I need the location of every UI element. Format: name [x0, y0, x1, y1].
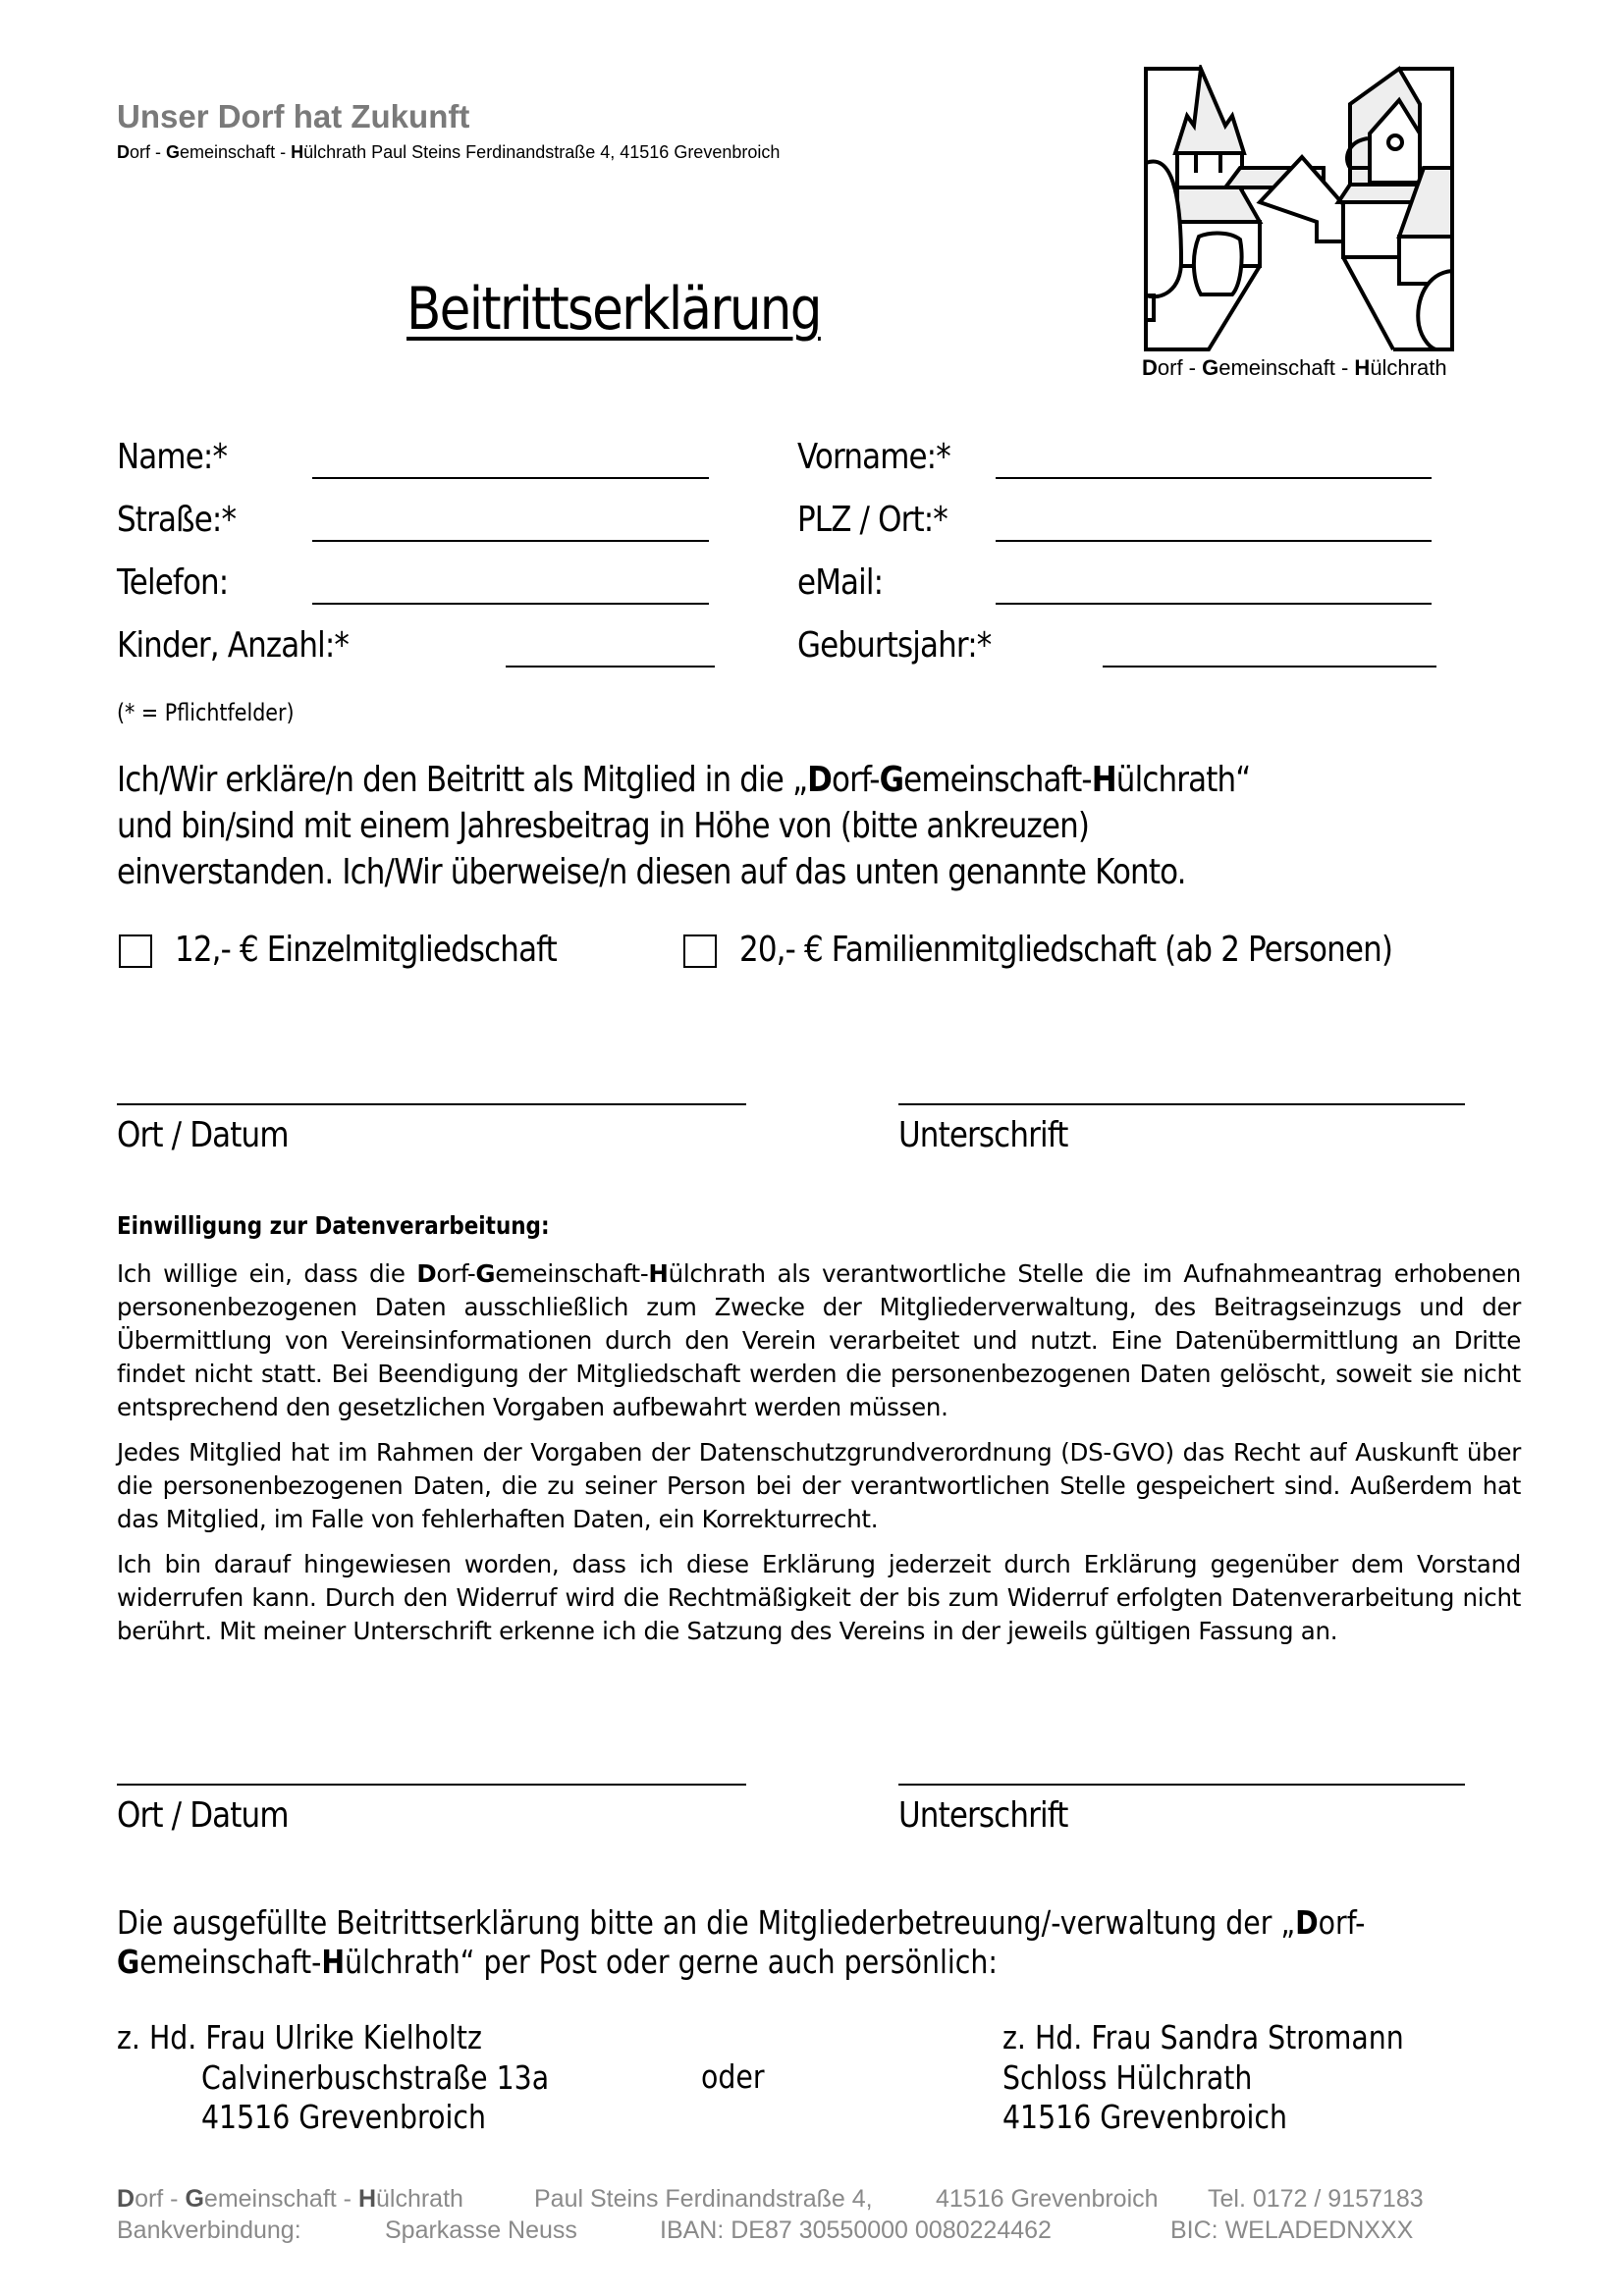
signature-line-2[interactable] — [898, 1784, 1465, 1786]
telefon-label: Telefon: — [117, 562, 229, 603]
footer-bic: BIC: WELADEDNXXX — [1170, 2216, 1414, 2244]
header-slogan: Unser Dorf hat Zukunft — [117, 98, 470, 134]
family-membership-label: 20,- € Familienmitgliedschaft (ab 2 Personen) — [739, 930, 1393, 970]
name-label: Name:* — [117, 437, 228, 477]
or-label: oder — [701, 2057, 765, 2096]
logo-caption: Dorf - Gemeinschaft - Hülchrath — [1142, 355, 1447, 380]
plz-ort-label: PLZ / Ort:* — [797, 500, 947, 540]
kinder-anzahl-field[interactable] — [506, 666, 715, 667]
consent-paragraph-3: Ich bin darauf hingewiesen worden, dass ich diese Erklärung jederzeit durch Erklärung gegenüber dem Vorstand widerrufen kann. Durch den Widerruf wird die Rechtmäßigkeit der bis zum Widerruf erfolgten Datenverarbeitung nicht berührt. Mit meiner Unterschrift erkenne ich die Satzung des Vereins in der jeweils gültigen Fassung an. — [117, 1550, 1521, 1645]
telefon-field[interactable] — [312, 603, 709, 605]
village-logo-icon — [1142, 65, 1456, 355]
consent-paragraph-1: Ich willige ein, dass die Dorf-Gemeinschaft-Hülchrath als verantwortliche Stelle die im Aufnahmeantrag erhobenen personenbezogenen Daten ausschließlich zum Zwecke der Mitgliederverwaltung, des Beitragseinzugs und der Übermittlung von Vereinsinformationen durch den Verein verarbeitet und nutzt. Eine Datenübermittlung an Dritte findet nicht statt. Bei Beendigung der Mitgliedschaft werden die personenbezogenen Daten gelöscht, soweit sie nicht entsprechend den gesetzlichen Vorgaben aufbewahrt werden müssen. — [117, 1259, 1521, 1421]
footer-phone: Tel. 0172 / 9157183 — [1208, 2185, 1424, 2213]
plz-ort-field[interactable] — [996, 540, 1432, 542]
geburtsjahr-field[interactable] — [1103, 666, 1436, 667]
required-note: (* = Pflichtfelder) — [117, 699, 295, 726]
consent-body — [117, 1257, 1521, 1648]
signature-label-1: Unterschrift — [898, 1115, 1068, 1155]
strasse-field[interactable] — [312, 540, 709, 542]
place-date-line-1[interactable] — [117, 1103, 746, 1105]
signature-label-2: Unterschrift — [898, 1795, 1068, 1836]
place-date-label-1: Ort / Datum — [117, 1115, 289, 1155]
consent-paragraph-2: Jedes Mitglied hat im Rahmen der Vorgaben der Datenschutzgrundverordnung (DS-GVO) das Recht auf Auskunft über die personenbezogenen Daten, die zu seiner Person bei der verantwortlichen Stelle gespeichert sind. Außerdem hat das Mitglied, im Falle von fehlerhaften Daten, ein Korrekturrecht. — [117, 1438, 1521, 1533]
vorname-field[interactable] — [996, 477, 1432, 479]
declaration-text: Ich/Wir erkläre/n den Beitritt als Mitglied in die „Dorf-Gemeinschaft-Hülchrath“ und bin/sind mit einem Jahresbeitrag in Höhe von (bitte ankreuzen) einverstanden. Ich/Wir überweise/n diesen auf das unten genannte Konto. — [117, 760, 1251, 892]
contact-1: z. Hd. Frau Ulrike Kielholtz Calvinerbuschstraße 13a 41516 Grevenbroich — [117, 2018, 550, 2136]
kinder-anzahl-label: Kinder, Anzahl:* — [117, 625, 350, 666]
footer-bank-label: Bankverbindung: — [117, 2216, 301, 2244]
strasse-label: Straße:* — [117, 500, 237, 540]
contact-2: z. Hd. Frau Sandra Stromann Schloss Hülchrath 41516 Grevenbroich — [1002, 2018, 1404, 2136]
page-title: Beitrittserklärung — [406, 275, 821, 344]
footer-org-line: Dorf - Gemeinschaft - Hülchrath — [117, 2185, 463, 2213]
footer-iban: IBAN: DE87 30550000 0080224462 — [660, 2216, 1052, 2244]
signature-line-1[interactable] — [898, 1103, 1465, 1105]
vorname-label: Vorname:* — [797, 437, 950, 477]
footer-bank: Sparkasse Neuss — [385, 2216, 577, 2244]
submission-text: Die ausgefüllte Beitrittserklärung bitte an die Mitgliederbetreuung/-verwaltung der „Dorf- Gemeinschaft-Hülchrath“ per Post oder gerne auch persönlich: — [117, 1903, 1366, 1981]
single-membership-checkbox[interactable] — [119, 934, 152, 968]
footer-city: 41516 Grevenbroich — [936, 2185, 1159, 2213]
footer-address: Paul Steins Ferdinandstraße 4, — [534, 2185, 873, 2213]
geburtsjahr-label: Geburtsjahr:* — [797, 625, 992, 666]
email-field[interactable] — [996, 603, 1432, 605]
single-membership-label: 12,- € Einzelmitgliedschaft — [175, 930, 557, 970]
name-field[interactable] — [312, 477, 709, 479]
header-org-address: Dorf - Gemeinschaft - Hülchrath Paul Steins Ferdinandstraße 4, 41516 Grevenbroich — [117, 142, 781, 162]
place-date-line-2[interactable] — [117, 1784, 746, 1786]
family-membership-checkbox[interactable] — [683, 934, 717, 968]
place-date-label-2: Ort / Datum — [117, 1795, 289, 1836]
email-label: eMail: — [797, 562, 884, 603]
consent-heading: Einwilligung zur Datenverarbeitung: — [117, 1211, 550, 1240]
